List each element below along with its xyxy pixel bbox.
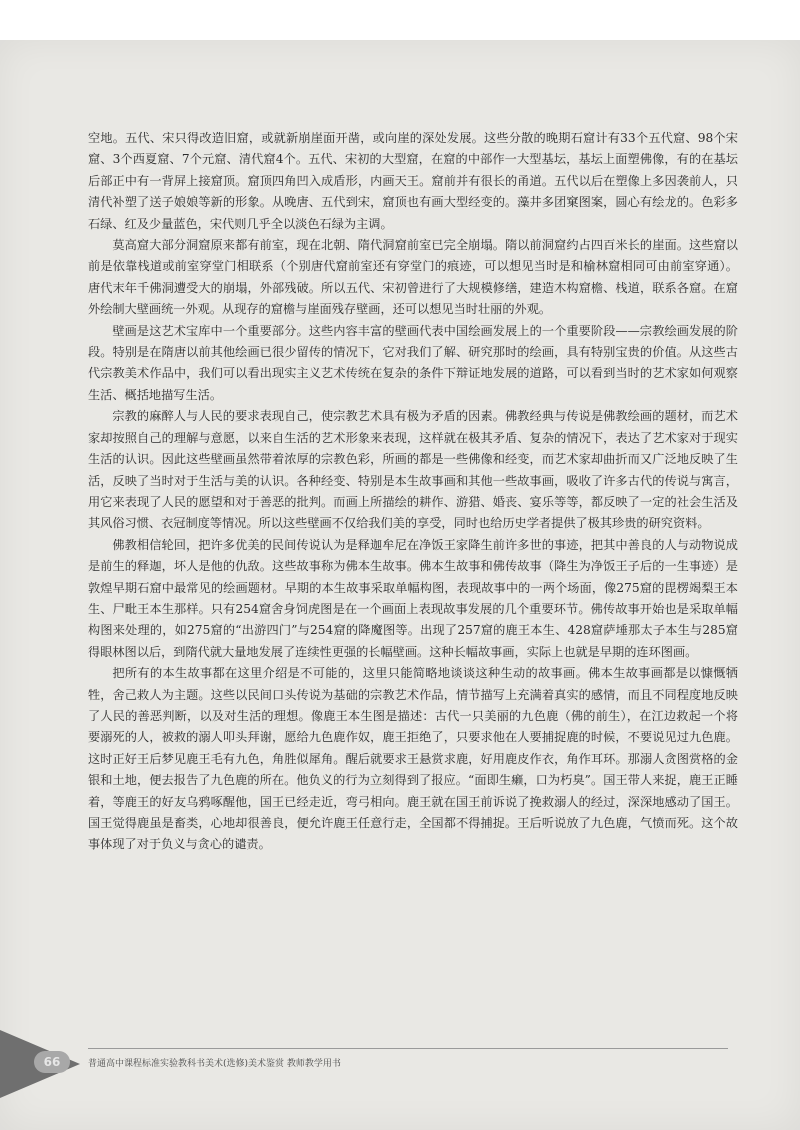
body-text [88,128,738,856]
top-margin [0,0,800,40]
paragraph-2: 莫高窟大部分洞窟原来都有前室，现在北朝、隋代洞窟前室已完全崩塌。隋以前洞窟约占四百米长的崖面。这些窟以前是依靠栈道或前室穿堂门相联系（个别唐代窟前室还有穿堂门的痕迹，可以想见当时是和榆林窟相同可由前室穿通）。唐代末年千佛洞遭受大的崩塌，外部残破。所以五代、宋初曾进行了大规模修缮，建造木构窟檐、栈道，联系各窟。在窟外绘制大壁画统一外观。从现存的窟檐与崖面残存壁画，还可以想见当时壮丽的外观。 [88,238,738,317]
paragraph-3: 壁画是这艺术宝库中一个重要部分。这些内容丰富的壁画代表中国绘画发展上的一个重要阶段——宗教绘画发展的阶段。特别是在隋唐以前其他绘画已很少留传的情况下，它对我们了解、研究那时的绘画，具有特别宝贵的价值。从这些古代宗教美术作品中，我们可以看出现实主义艺术传统在复杂的条件下辩证地发展的道路，可以看到当时的艺术家如何观察生活、概括地描写生活。 [88,323,738,402]
footer-rule [88,1048,728,1049]
paragraph-5: 佛教相信轮回，把许多优美的民间传说认为是释迦牟尼在净饭王家降生前许多世的事迹，把其中善良的人与动物说成是前生的释迦，坏人是他的仇敌。这些故事称为佛本生故事。佛本生故事和佛传故事（降生为净饭王子后的一生事迹）是敦煌早期石窟中最常见的绘画题材。早期的本生故事采取单幅构图，表现故事中的一两个场面，像275窟的毘楞竭梨王本生、尸毗王本生那样。只有254窟舍身饲虎图是在一个画面上表现故事发展的几个重要环节。佛传故事开始也是采取单幅构图来处理的，如275窟的“出游四门”与254窟的降魔图等。出现了257窟的鹿王本生、428窟萨埵那太子本生与285窟得眼林图以后，到隋代就大量地发展了连续性更强的长幅壁画。这种长幅故事画，实际上也就是早期的连环图画。 [88,537,738,659]
footer-book-title: 普通高中课程标准实验教科书美术(选修)美术鉴赏 教师教学用书 [88,1059,341,1069]
page-number: 66 [34,1051,70,1073]
paragraph-1: 空地。五代、宋只得改造旧窟，或就新崩崖面开凿，或向崖的深处发展。这些分散的晚期石窟计有33个五代窟、98个宋窟、3个西夏窟、7个元窟、清代窟4个。五代、宋初的大型窟，在窟的中部作一大型基坛，基坛上面塑佛像，有的在基坛后部正中有一背屏上接窟顶。窟顶四角凹入成盾形，内画天王。窟前并有很长的甬道。五代以后在塑像上多因袭前人，只清代补塑了送子娘娘等新的形象。从晚唐、五代到宋，窟顶也有画大型经变的。藻井多团窠图案，圆心有绘龙的。色彩多石绿、红及少量蓝色，宋代则几乎全以淡色石绿为主调。 [88,131,738,231]
paragraph-4: 宗教的麻醉人与人民的要求表现自己，使宗教艺术具有极为矛盾的因素。佛教经典与传说是佛教绘画的题材，而艺术家却按照自己的理解与意愿，以来自生活的艺术形象来表现，这样就在极其矛盾、复杂的情况下，表达了艺术家对于现实生活的认识。因此这些壁画虽然带着浓厚的宗教色彩，所画的都是一些佛像和经变，而艺术家却曲折而又广泛地反映了生活，反映了当时对于生活与美的认识。各种经变、特别是本生故事画和其他一些故事画，吸收了许多古代的传说与寓言，用它来表现了人民的愿望和对于善恶的批判。而画上所描绘的耕作、游猎、婚丧、宴乐等等，都反映了一定的社会生活及其风俗习惯、衣冠制度等情况。所以这些壁画不仅给我们美的享受，同时也给历史学者提供了极其珍贵的研究资料。 [88,409,738,531]
paragraph-6: 把所有的本生故事都在这里介绍是不可能的，这里只能简略地谈谈这种生动的故事画。佛本生故事画都是以慷慨牺牲，舍己救人为主题。这些以民间口头传说为基础的宗教艺术作品，情节描写上充满着真实的感情，而且不同程度地反映了人民的善恶判断，以及对生活的理想。像鹿王本生图是描述：古代一只美丽的九色鹿（佛的前生），在江边救起一个将要溺死的人，被救的溺人叩头拜谢，愿给九色鹿作奴，鹿王拒绝了，只要求他在人要捕捉鹿的时候，不要说见过九色鹿。这时正好王后梦见鹿王毛有九色，角胜似犀角。醒后就要求王悬赏求鹿，好用鹿皮作衣，角作耳环。那溺人贪图赏格的金银和土地，便去报告了九色鹿的所在。他负义的行为立刻得到了报应。“面即生癞，口为朽臭”。国王带人来捉，鹿王正睡着，等鹿王的好友乌鸦啄醒他，国王已经走近，弯弓相向。鹿王就在国王前诉说了挽救溺人的经过，深深地感动了国王。国王觉得鹿虽是畜类，心地却很善良，便允许鹿王任意行走，全国都不得捕捉。王后听说放了九色鹿，气愤而死。这个故事体现了对于负义与贪心的谴责。 [88,666,738,852]
